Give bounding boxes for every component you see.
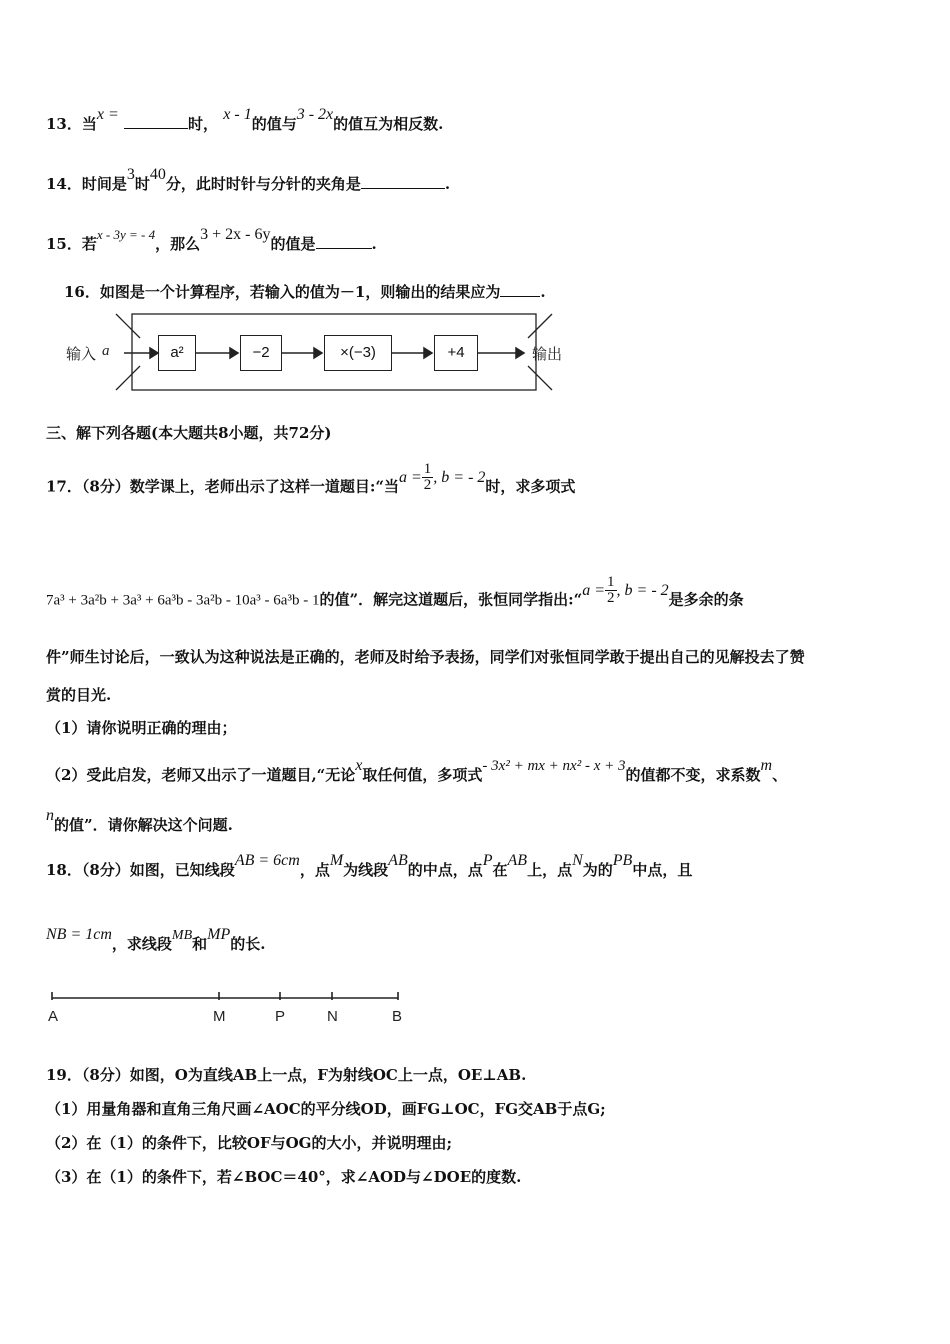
point-label-p: P <box>275 1008 286 1025</box>
question-17-part2: （2）受此启发，老师又出示了一道题目,“无论x取任何值，多项式- 3x² + mx + nx² - x + 3的值都不变，求系数m、 <box>46 757 788 784</box>
question-14: 14．时间是3时40分，此时时针与分针的夹角是 . <box>46 166 451 193</box>
question-17-line3: 件”师生讨论后，一致认为这种说法是正确的，老师及时给予表扬，同学们对张恒同学敢于提出自己的见解投去了赞 <box>46 648 805 666</box>
flow-box-times-neg3: ×(−3) <box>324 335 392 371</box>
question-18-line2: NB = 1cm，求线段MB和MP的长. <box>46 926 266 953</box>
question-18-line1: 18．（8分）如图，已知线段AB = 6cm，点M为线段AB的中点，点P在AB上，点N为的PB中点，且 <box>46 852 693 879</box>
fraction-half: $\frac{1}{2}$ <box>423 461 432 493</box>
math-x-eq: x = <box>96 106 119 123</box>
fraction-half: $\frac{1}{2}$ <box>607 574 615 606</box>
section-3-heading: 三、解下列各题(本大题共8小题，共72分) <box>46 424 332 442</box>
point-label-b: B <box>392 1008 403 1025</box>
question-19-line1: 19．（8分）如图，O为直线AB上一点，F为射线OC上一点，OE⊥AB. <box>46 1066 527 1084</box>
question-17-part1: （1）请你说明正确的理由； <box>46 719 237 737</box>
question-19-part1: （1）用量角器和直角三角尺画∠AOC的平分线OD，画FG⊥OC，FG交AB于点G; <box>46 1100 606 1118</box>
question-17-part2-cont: n的值”．请你解决这个问题. <box>46 807 233 834</box>
flow-box-square: a² <box>158 335 196 371</box>
question-15: 15．若x - 3y = - 4，那么3 + 2x - 6y的值是 . <box>46 226 377 253</box>
flow-input-label: 输入 <box>66 346 97 363</box>
polynomial-2: - 3x² + mx + nx² - x + 3 <box>482 758 626 774</box>
question-19-part2: （2）在（1）的条件下，比较OF与OG的大小，并说明理由; <box>46 1134 453 1152</box>
point-label-a: A <box>48 1008 59 1025</box>
point-label-m: M <box>213 1008 226 1025</box>
polynomial-1: 7a³ + 3a²b + 3a³ + 6a³b - 3a²b - 10a³ - 6a³b - 1 <box>46 592 320 609</box>
question-17-line2: 7a³ + 3a²b + 3a³ + 6a³b - 3a²b - 10a³ - 6a³b - 1的值”．解完这道题后，张恒同学指出:“a = $\frac{1}{2}$ , b = - 2是多余的条 <box>46 574 744 609</box>
answer-blank[interactable] <box>361 174 445 189</box>
question-17-line1: 17．（8分）数学课上，老师出示了这样一道题目:“当a = $\frac{1}{2}$ , b = - 2时，求多项式 <box>46 461 576 496</box>
flow-input-var: a <box>102 343 110 359</box>
flow-diagram <box>66 312 570 394</box>
flow-output-label: 输出 <box>532 346 563 363</box>
answer-blank[interactable] <box>500 282 540 297</box>
question-19-part3: （3）在（1）的条件下，若∠BOC＝40°，求∠AOD与∠DOE的度数. <box>46 1168 522 1186</box>
flow-box-plus4: +4 <box>434 335 478 371</box>
flow-box-minus2: −2 <box>240 335 282 371</box>
answer-blank[interactable] <box>316 234 372 249</box>
question-16: 16．如图是一个计算程序，若输入的值为－1，则输出的结果应为 . <box>64 283 546 301</box>
answer-blank[interactable] <box>124 114 188 129</box>
flow-frame <box>66 312 570 394</box>
question-13: 13．当x = 时， x - 1的值与3 - 2x的值互为相反数. <box>46 106 444 133</box>
segment-line <box>44 988 414 1008</box>
segment-diagram <box>44 988 414 1028</box>
point-label-n: N <box>327 1008 338 1025</box>
question-17-line4: 赏的目光. <box>46 686 112 704</box>
